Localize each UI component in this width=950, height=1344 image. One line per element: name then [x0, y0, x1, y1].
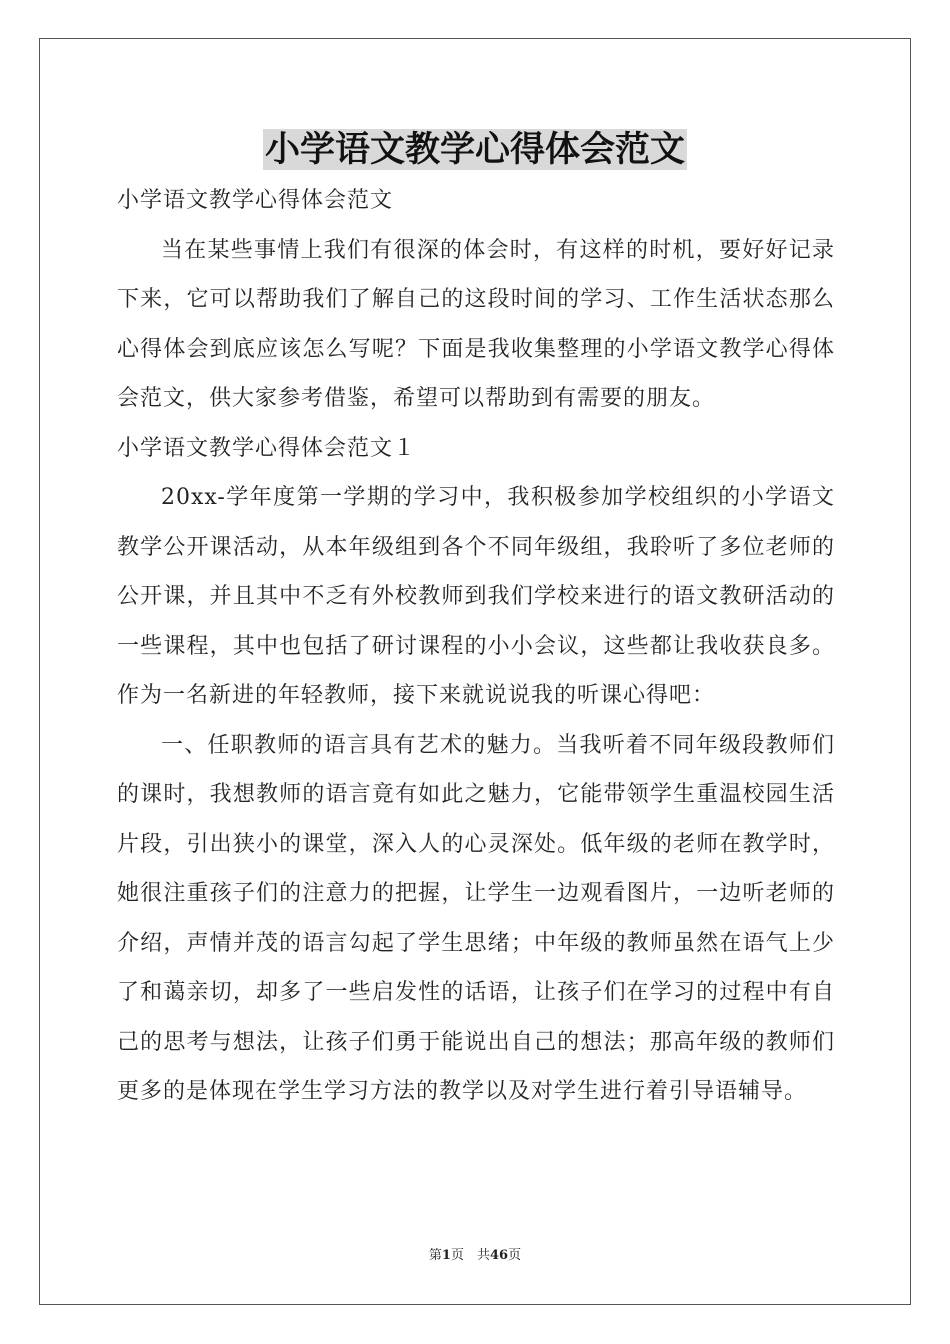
footer-page-prefix: 第	[428, 1248, 442, 1263]
footer-page-suffix: 页	[508, 1248, 522, 1263]
intro-paragraph: 当在某些事情上我们有很深的体会时，有这样的时机，要好好记录下来，它可以帮助我们了解自己的这段时间的学习、工作生活状态那么心得体会到底应该怎么写呢？下面是我收集整理的小学语文教学心得体会范文，供大家参考借鉴，希望可以帮助到有需要的朋友。	[117, 237, 835, 411]
footer-page-current: 1	[441, 1248, 451, 1263]
footer-page-total: 46	[489, 1248, 509, 1263]
footer-page-mid: 页 共	[450, 1248, 490, 1263]
page-footer	[0, 1248, 950, 1264]
body-paragraph-2: 一、任职教师的语言具有艺术的魅力。当我听着不同年级段教师们的课时，我想教师的语言竟有如此之魅力，它能带领学生重温校园生活片段，引出狭小的课堂，深入人的心灵深处。低年级的老师在教学时，她很注重孩子们的注意力的把握，让学生一边观看图片，一边听老师的介绍，声情并茂的语言勾起了学生思绪；中年级的教师虽然在语气上少了和蔼亲切，却多了一些启发性的话语，让孩子们在学习的过程中有自己的思考与想法，让孩子们勇于能说出自己的想法；那高年级的教师们更多的是体现在学生学习方法的教学以及对学生进行着引导语辅导。	[117, 732, 835, 1104]
document-body	[117, 176, 835, 1117]
document-title-text: 小学语文教学心得体会范文	[264, 129, 685, 170]
section-heading: 小学语文教学心得体会范文１	[117, 435, 417, 461]
document-title	[0, 128, 950, 172]
document-subtitle: 小学语文教学心得体会范文	[117, 188, 394, 213]
body-paragraph-1: 20xx-学年度第一学期的学习中，我积极参加学校组织的小学语文教学公开课活动，从本年级组到各个不同年级组，我聆听了多位老师的公开课，并且其中不乏有外校教师到我们学校来进行的语文教研活动的一些课程，其中也包括了研讨课程的小小会议，这些都让我收获良多。作为一名新进的年轻教师，接下来就说说我的听课心得吧：	[117, 485, 835, 708]
